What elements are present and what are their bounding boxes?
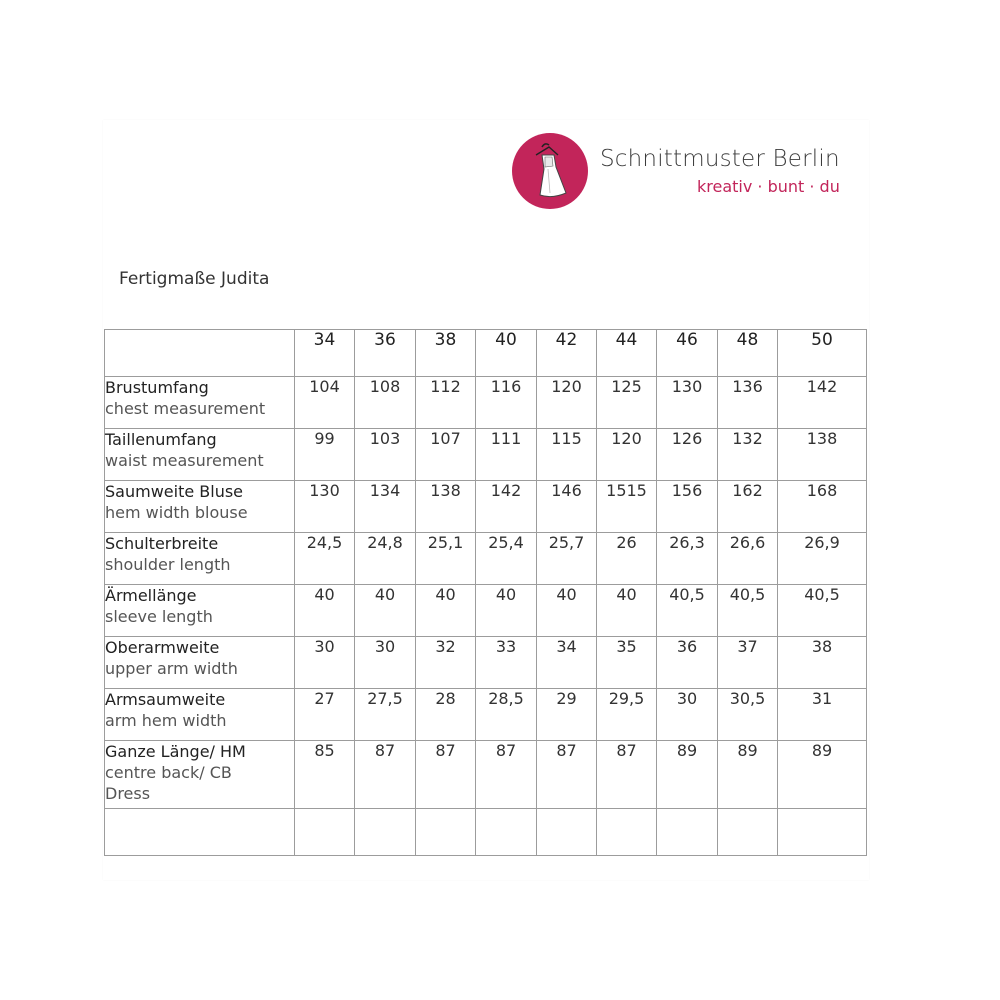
table-row (105, 377, 867, 429)
value-cell: 30 (355, 637, 416, 689)
value-cell: 87 (416, 741, 476, 809)
value-cell: 40 (597, 585, 657, 637)
value-cell: 26 (597, 533, 657, 585)
value-cell: 29 (537, 689, 597, 741)
size-header: 48 (718, 330, 778, 377)
value-cell: 111 (476, 429, 537, 481)
value-cell: 120 (597, 429, 657, 481)
value-cell: 27,5 (355, 689, 416, 741)
value-cell: 25,1 (416, 533, 476, 585)
row-label (105, 741, 295, 809)
table-row (105, 585, 867, 637)
row-label (105, 533, 295, 585)
value-cell: 25,7 (537, 533, 597, 585)
value-cell: 116 (476, 377, 537, 429)
value-cell: 37 (718, 637, 778, 689)
value-cell: 107 (416, 429, 476, 481)
label-english: chest measurement (105, 399, 266, 418)
label-english: shoulder length (105, 555, 231, 574)
value-cell: 40,5 (718, 585, 778, 637)
empty-cell (295, 809, 355, 856)
corner-cell (105, 330, 295, 377)
value-cell: 30,5 (718, 689, 778, 741)
row-label (105, 689, 295, 741)
brand-name: Schnittmuster Berlin (600, 146, 840, 172)
size-header: 46 (657, 330, 718, 377)
row-label (105, 429, 295, 481)
value-cell: 89 (778, 741, 867, 809)
size-header: 38 (416, 330, 476, 377)
value-cell: 24,5 (295, 533, 355, 585)
value-cell: 40 (537, 585, 597, 637)
table-row (105, 689, 867, 741)
label-english: upper arm width (105, 659, 238, 678)
value-cell: 138 (416, 481, 476, 533)
label-german: Taillenumfang (105, 430, 217, 449)
value-cell: 38 (778, 637, 867, 689)
value-cell: 26,3 (657, 533, 718, 585)
value-cell: 40 (355, 585, 416, 637)
value-cell: 132 (718, 429, 778, 481)
label-english-extra: Dress (105, 784, 151, 803)
label-english: waist measurement (105, 451, 264, 470)
value-cell: 103 (355, 429, 416, 481)
value-cell: 28 (416, 689, 476, 741)
value-cell: 99 (295, 429, 355, 481)
size-header: 50 (778, 330, 867, 377)
value-cell: 112 (416, 377, 476, 429)
table-row (105, 741, 867, 809)
brand-logo (512, 133, 588, 209)
label-german: Armsaumweite (105, 690, 226, 709)
size-header: 34 (295, 330, 355, 377)
empty-cell (778, 809, 867, 856)
row-label (105, 585, 295, 637)
row-label (105, 637, 295, 689)
empty-cell (537, 809, 597, 856)
value-cell: 87 (355, 741, 416, 809)
label-english: arm hem width (105, 711, 227, 730)
value-cell: 87 (537, 741, 597, 809)
table-row (105, 481, 867, 533)
value-cell: 30 (295, 637, 355, 689)
empty-cell (597, 809, 657, 856)
value-cell: 89 (657, 741, 718, 809)
label-german: Oberarmweite (105, 638, 220, 657)
empty-cell (718, 809, 778, 856)
dress-on-hanger-icon (512, 133, 588, 209)
value-cell: 1515 (597, 481, 657, 533)
value-cell: 134 (355, 481, 416, 533)
empty-cell (355, 809, 416, 856)
empty-cell (105, 809, 295, 856)
value-cell: 108 (355, 377, 416, 429)
value-cell: 146 (537, 481, 597, 533)
value-cell: 30 (657, 689, 718, 741)
label-english: hem width blouse (105, 503, 248, 522)
value-cell: 25,4 (476, 533, 537, 585)
value-cell: 27 (295, 689, 355, 741)
value-cell: 156 (657, 481, 718, 533)
value-cell: 85 (295, 741, 355, 809)
label-english: sleeve length (105, 607, 213, 626)
size-header-row (105, 330, 867, 377)
size-header: 36 (355, 330, 416, 377)
value-cell: 125 (597, 377, 657, 429)
value-cell: 40,5 (778, 585, 867, 637)
value-cell: 36 (657, 637, 718, 689)
value-cell: 138 (778, 429, 867, 481)
value-cell: 142 (476, 481, 537, 533)
value-cell: 130 (657, 377, 718, 429)
value-cell: 24,8 (355, 533, 416, 585)
label-german: Saumweite Bluse (105, 482, 244, 501)
label-english: centre back/ CB (105, 763, 232, 782)
value-cell: 32 (416, 637, 476, 689)
size-header: 42 (537, 330, 597, 377)
label-german: Ganze Länge/ HM (105, 742, 246, 761)
measurement-table (104, 329, 867, 856)
value-cell: 120 (537, 377, 597, 429)
value-cell: 126 (657, 429, 718, 481)
empty-cell (416, 809, 476, 856)
value-cell: 142 (778, 377, 867, 429)
value-cell: 26,9 (778, 533, 867, 585)
value-cell: 104 (295, 377, 355, 429)
value-cell: 162 (718, 481, 778, 533)
size-header: 40 (476, 330, 537, 377)
empty-cell (476, 809, 537, 856)
size-header: 44 (597, 330, 657, 377)
label-german: Ärmellänge (105, 586, 197, 605)
empty-cell (657, 809, 718, 856)
value-cell: 28,5 (476, 689, 537, 741)
table-row (105, 637, 867, 689)
value-cell: 89 (718, 741, 778, 809)
value-cell: 168 (778, 481, 867, 533)
value-cell: 87 (476, 741, 537, 809)
table-row (105, 429, 867, 481)
value-cell: 115 (537, 429, 597, 481)
value-cell: 40 (476, 585, 537, 637)
label-german: Brustumfang (105, 378, 209, 397)
row-label (105, 377, 295, 429)
label-german: Schulterbreite (105, 534, 219, 553)
value-cell: 33 (476, 637, 537, 689)
value-cell: 31 (778, 689, 867, 741)
document-title: Fertigmaße Judita (119, 269, 270, 289)
value-cell: 130 (295, 481, 355, 533)
brand-tagline: kreativ · bunt · du (697, 177, 840, 196)
value-cell: 87 (597, 741, 657, 809)
value-cell: 40 (416, 585, 476, 637)
value-cell: 35 (597, 637, 657, 689)
value-cell: 40,5 (657, 585, 718, 637)
value-cell: 40 (295, 585, 355, 637)
empty-row (105, 809, 867, 856)
row-label (105, 481, 295, 533)
value-cell: 34 (537, 637, 597, 689)
value-cell: 136 (718, 377, 778, 429)
value-cell: 26,6 (718, 533, 778, 585)
value-cell: 29,5 (597, 689, 657, 741)
table-row (105, 533, 867, 585)
